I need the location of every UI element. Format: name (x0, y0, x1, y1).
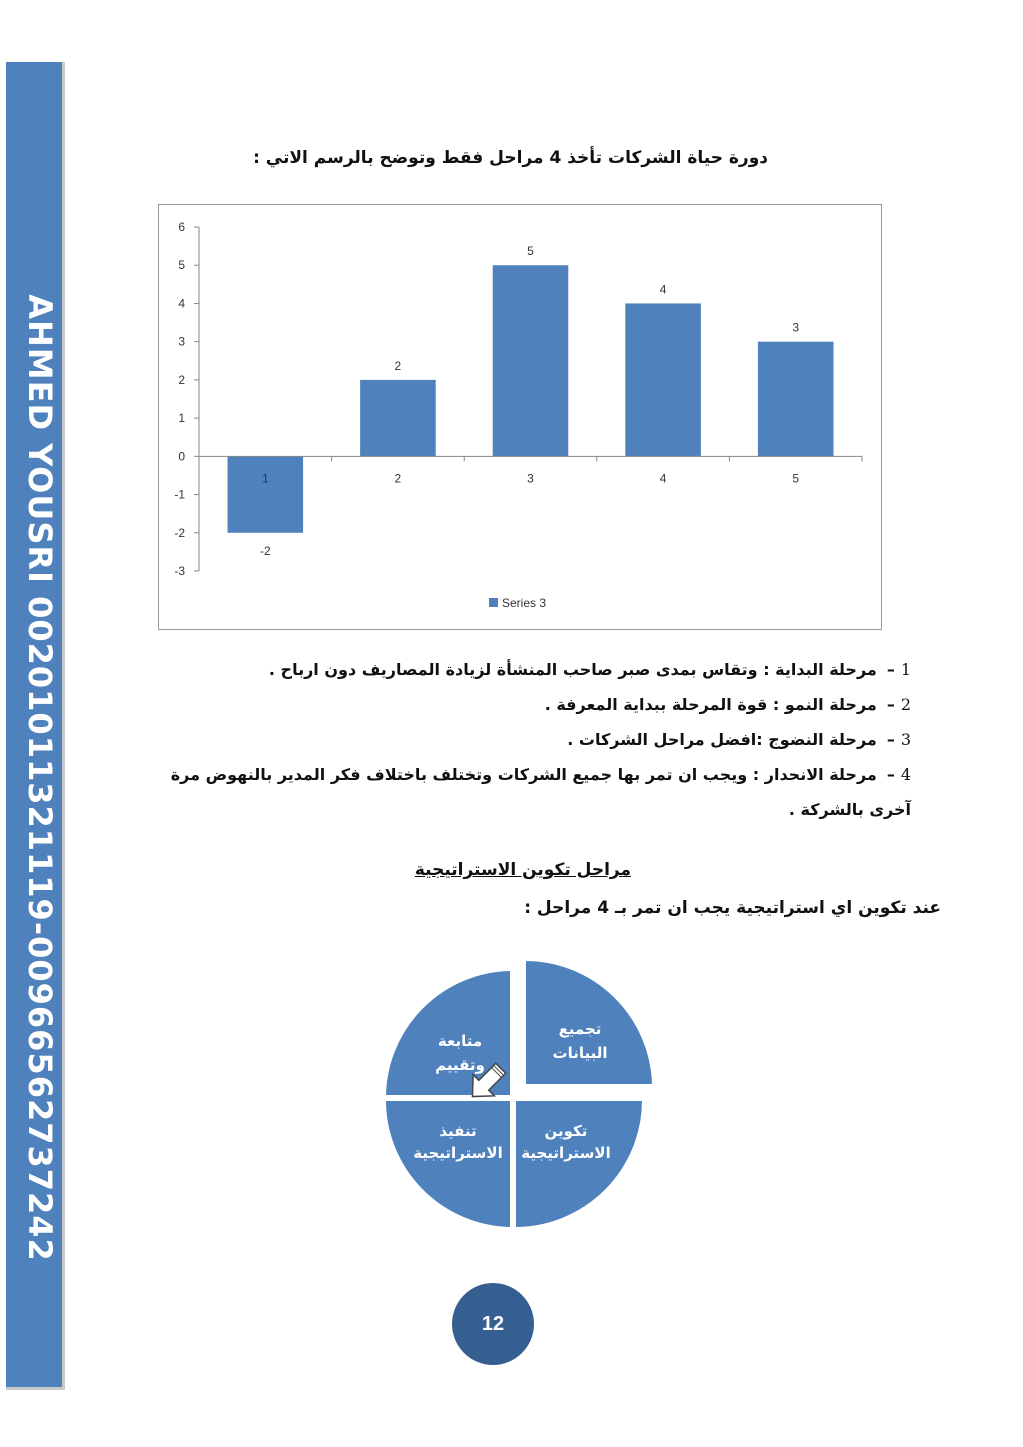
pie-label-monitoring-2: وتقييم (435, 1056, 485, 1074)
section-lead: عند تكوين اي استراتيجية يجب ان تمر بـ 4 مراحل : (524, 898, 941, 918)
bar (360, 380, 436, 456)
list-item: 4–مرحلة الانحدار : ويجب ان تمر بها جميع الشركات وتختلف باختلاف فكر المدير بالنهوض مرة (170, 765, 911, 784)
list-text: مرحلة النمو : قوة المرحلة ببداية المعرفة . (544, 695, 877, 714)
pie-segment-strategy-formation (515, 1100, 643, 1228)
data-label: 2 (394, 358, 402, 373)
x-tick-label: 3 (527, 471, 534, 486)
data-label: 3 (792, 320, 800, 335)
stages-list (91, 652, 911, 827)
list-number: 3 (900, 730, 911, 749)
list-text: مرحلة البداية : وتقاس بمدى صبر صاحب المنشأة لزيادة المصاريف دون ارباح . (268, 660, 877, 679)
page-number: 12 (481, 1312, 505, 1335)
y-tick-label: 5 (178, 258, 185, 273)
y-tick-label: -3 (174, 564, 185, 578)
data-label: -2 (259, 543, 271, 558)
bar-chart-svg (159, 205, 881, 629)
y-tick-label: 1 (178, 411, 185, 426)
y-tick-label: -1 (174, 487, 185, 502)
pie-label-implementation-2: الاستراتيجية (413, 1144, 503, 1162)
list-text: مرحلة الانحدار : ويجب ان تمر بها جميع الشركات وتختلف باختلاف فكر المدير بالنهوض مرة (170, 765, 877, 784)
y-tick-label: 3 (178, 334, 185, 349)
y-tick-label: -2 (174, 525, 185, 540)
pie-segment-implementation (385, 1100, 511, 1228)
pie-label-monitoring-1: متابعة (437, 1032, 483, 1050)
bar (228, 456, 304, 532)
strategy-pie-svg (380, 955, 660, 1235)
x-tick-label: 5 (792, 471, 800, 486)
pie-label-data-collection-2: البيانات (552, 1044, 608, 1062)
bar (493, 265, 569, 456)
list-number: 4 (900, 765, 911, 784)
y-tick-label: 4 (178, 296, 185, 311)
list-item: 1–مرحلة البداية : وتقاس بمدى صبر صاحب المنشأة لزيادة المصاريف دون ارباح . (268, 660, 911, 679)
pie-label-implementation-1: تنفيذ (439, 1122, 477, 1140)
legend-label: Series 3 (502, 596, 547, 610)
bar-chart (158, 204, 882, 630)
legend-swatch (489, 598, 498, 607)
strategy-pie (380, 955, 660, 1235)
list-number: 2 (900, 695, 911, 714)
pie-label-strategy-formation-2: الاستراتيجية (521, 1144, 611, 1162)
y-tick-label: 2 (178, 372, 185, 387)
x-tick-label: 2 (394, 471, 402, 486)
list-item-continuation: آخرى بالشركة . (788, 800, 911, 819)
list-item: 3–مرحلة النضوج :افضل مراحل الشركات . (567, 730, 911, 749)
y-tick-label: 0 (178, 449, 185, 464)
bar (625, 303, 701, 456)
x-tick-label: 4 (659, 471, 667, 486)
y-tick-label: 6 (178, 220, 185, 234)
data-label: 5 (527, 244, 534, 259)
list-text: مرحلة النضوج :افضل مراحل الشركات . (567, 730, 877, 749)
data-label: 4 (659, 282, 667, 297)
sidebar-band (6, 62, 65, 1390)
page-number-badge (452, 1283, 534, 1365)
x-tick-label: 1 (261, 471, 269, 486)
list-number: 1 (900, 660, 911, 679)
list-item: 2–مرحلة النمو : قوة المرحلة ببداية المعرفة . (544, 695, 911, 714)
pie-label-data-collection-1: تجميع (558, 1020, 602, 1038)
section-heading: مراحل تكوين الاستراتيجية (414, 860, 631, 880)
intro-text: دورة حياة الشركات تأخذ 4 مراحل فقط وتوضح بالرسم الاتي : (253, 148, 768, 168)
pie-label-strategy-formation-1: تكوين (544, 1122, 588, 1140)
author-contact: AHMED YOUSRI 00201011321119-00966562737242 (21, 294, 59, 1262)
bar (758, 342, 834, 457)
